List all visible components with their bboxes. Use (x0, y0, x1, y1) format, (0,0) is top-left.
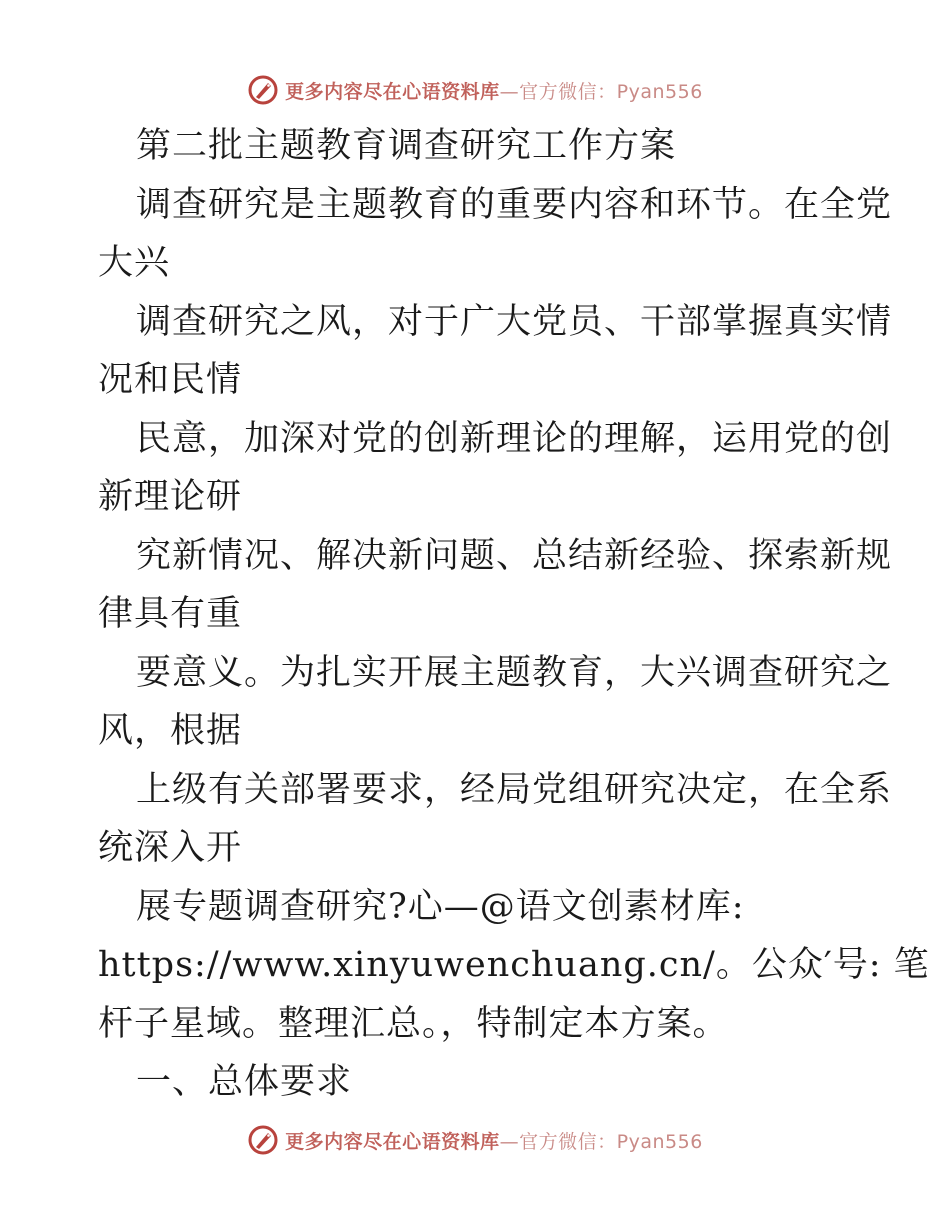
document-line: 律具有重 (98, 594, 243, 634)
document-line: 大兴 (98, 243, 171, 283)
document-line: 调查研究之风，对于广大党员、干部掌握真实情 (136, 301, 893, 342)
document-line: 一、总体要求 (136, 1062, 353, 1102)
document-line: 第二批主题教育调查研究工作方案 (136, 126, 677, 166)
document-line: 新理论研 (98, 477, 243, 517)
document-line: https://www.xinyuwenchuang.cn/。公众′号: 笔 (98, 945, 930, 985)
footer-banner-text (285, 1127, 703, 1154)
document-line: 展专题调查研究?心—@语文创素材库: (136, 886, 745, 927)
header-banner (0, 70, 950, 110)
document-line: 况和民情 (98, 360, 243, 400)
document-line: 上级有关部署要求，经局党组研究决定，在全系 (136, 769, 893, 810)
document-line: 统深入开 (98, 828, 243, 868)
footer-banner-lead: 更多内容尽在心语资料库 (285, 1130, 500, 1153)
pen-nib-logo-icon (247, 1124, 279, 1156)
pen-nib-logo-icon (247, 74, 279, 106)
document-line: 风，根据 (98, 711, 243, 751)
document-line: 调查研究是主题教育的重要内容和环节。在全党 (136, 184, 893, 225)
document-line: 究新情况、解决新问题、总结新经验、探索新规 (136, 535, 893, 576)
document-line: 民意，加深对党的创新理论的理解，运用党的创 (136, 418, 893, 459)
document-body (98, 117, 930, 1112)
header-banner-lead: 更多内容尽在心语资料库 (285, 80, 500, 103)
header-banner-tail: —官方微信：Pyan556 (499, 80, 703, 103)
document-line: 要意义。为扎实开展主题教育，大兴调查研究之 (136, 652, 893, 693)
document-line: 杆子星域。整理汇总。，特制定本方案。 (98, 1003, 729, 1044)
footer-banner (0, 1120, 950, 1160)
footer-banner-tail: —官方微信：Pyan556 (499, 1130, 703, 1153)
header-banner-text (285, 77, 703, 104)
